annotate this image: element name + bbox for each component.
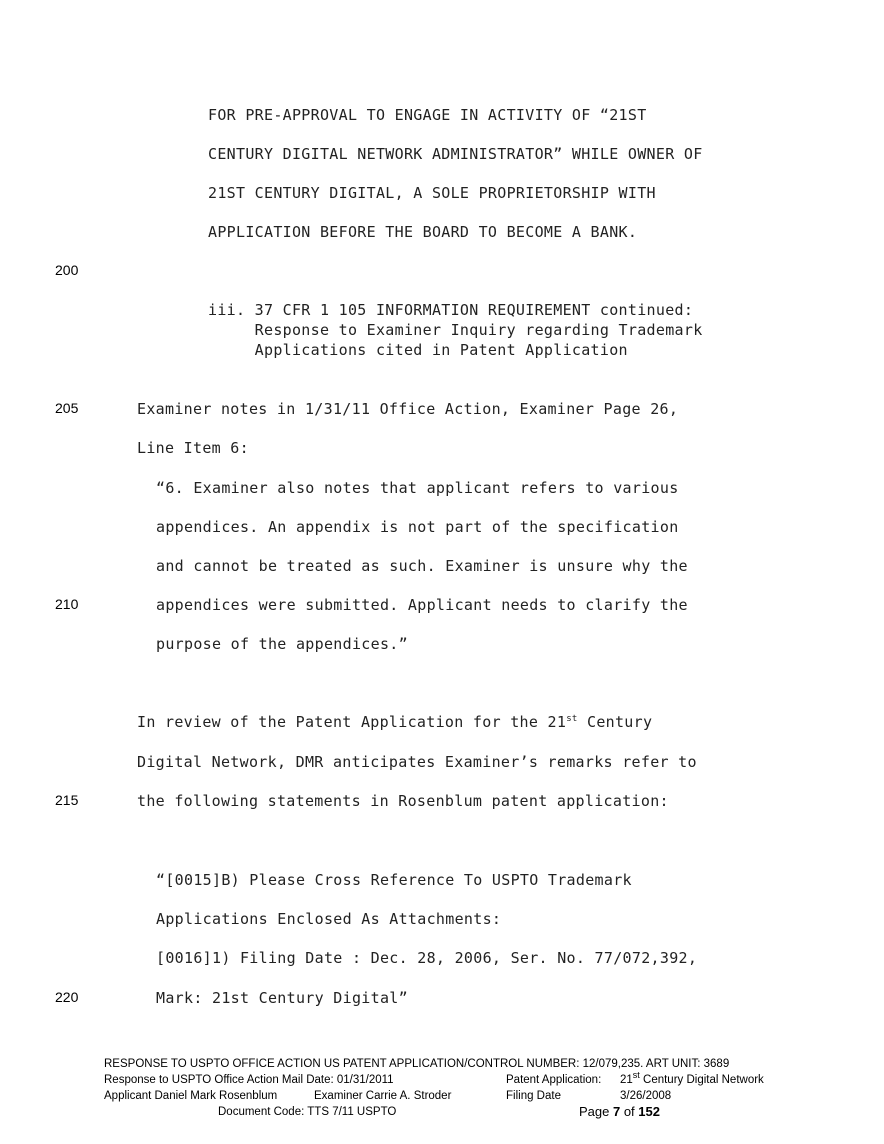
line-number: 215	[55, 792, 79, 808]
citation-line: Mark: 21st Century Digital”	[156, 989, 408, 1007]
page-number: 7	[612, 1104, 621, 1119]
body-line: Line Item 6:	[137, 439, 249, 457]
page-label: Page	[579, 1104, 613, 1119]
quote-line: and cannot be treated as such. Examiner is unsure why the	[156, 557, 688, 575]
footer-applicant: Applicant Daniel Mark Rosenblum	[104, 1090, 278, 1102]
body-line: Examiner notes in 1/31/11 Office Action, Examiner Page 26,	[137, 400, 679, 418]
section-heading-line: Response to Examiner Inquiry regarding Trademark	[208, 321, 703, 339]
body-line: 21ST CENTURY DIGITAL, A SOLE PROPRIETORSHIP WITH	[208, 184, 656, 202]
review-text: Century	[577, 713, 653, 731]
footer-patent-label: Patent Application:	[506, 1074, 602, 1086]
quote-line: appendices were submitted. Applicant needs to clarify the	[156, 596, 688, 614]
quote-line: purpose of the appendices.”	[156, 635, 408, 653]
footer-examiner: Examiner Carrie A. Stroder	[314, 1090, 452, 1102]
quote-line: “6. Examiner also notes that applicant refers to various	[156, 479, 679, 497]
footer-document-code: Document Code: TTS 7/11 USPTO	[218, 1106, 397, 1118]
line-number: 205	[55, 400, 79, 416]
footer-mail-date: Response to USPTO Office Action Mail Date: 01/31/2011	[104, 1074, 394, 1086]
body-line: CENTURY DIGITAL NETWORK ADMINISTRATOR” WHILE OWNER OF	[208, 145, 703, 163]
footer-filing-label: Filing Date	[506, 1090, 561, 1102]
section-heading-line: iii. 37 CFR 1 105 INFORMATION REQUIREMENT continued:	[208, 301, 694, 319]
body-line: Digital Network, DMR anticipates Examiner’s remarks refer to	[137, 753, 697, 771]
superscript: st	[566, 714, 578, 724]
superscript: st	[632, 1070, 640, 1081]
page-of: of	[620, 1104, 639, 1119]
line-number: 220	[55, 989, 79, 1005]
body-line: FOR PRE-APPROVAL TO ENGAGE IN ACTIVITY OF “21ST	[208, 106, 647, 124]
section-heading-line: Applications cited in Patent Application	[208, 341, 628, 359]
quote-line: appendices. An appendix is not part of the specification	[156, 518, 679, 536]
body-line: the following statements in Rosenblum patent application:	[137, 792, 669, 810]
citation-line: Applications Enclosed As Attachments:	[156, 910, 502, 928]
footer-filing-date: 3/26/2008	[620, 1090, 672, 1102]
footer-text: 21	[620, 1074, 633, 1086]
page-total: 152	[638, 1104, 660, 1119]
footer-text: Century Digital Network	[639, 1074, 764, 1086]
line-number: 200	[55, 262, 79, 278]
footer-patent-title	[620, 1070, 764, 1086]
line-number: 210	[55, 596, 79, 612]
review-text: In review of the Patent Application for the 21	[137, 713, 567, 731]
body-line: APPLICATION BEFORE THE BOARD TO BECOME A BANK.	[208, 223, 638, 241]
citation-line: “[0015]B) Please Cross Reference To USPTO Trademark	[156, 871, 632, 889]
citation-line: [0016]1) Filing Date : Dec. 28, 2006, Ser. No. 77/072,392,	[156, 949, 698, 967]
footer-application-line: RESPONSE TO USPTO OFFICE ACTION US PATENT APPLICATION/CONTROL NUMBER: 12/079,235. ART UNIT: 3689	[104, 1058, 730, 1070]
page-indicator	[579, 1104, 660, 1119]
body-line	[137, 713, 652, 731]
